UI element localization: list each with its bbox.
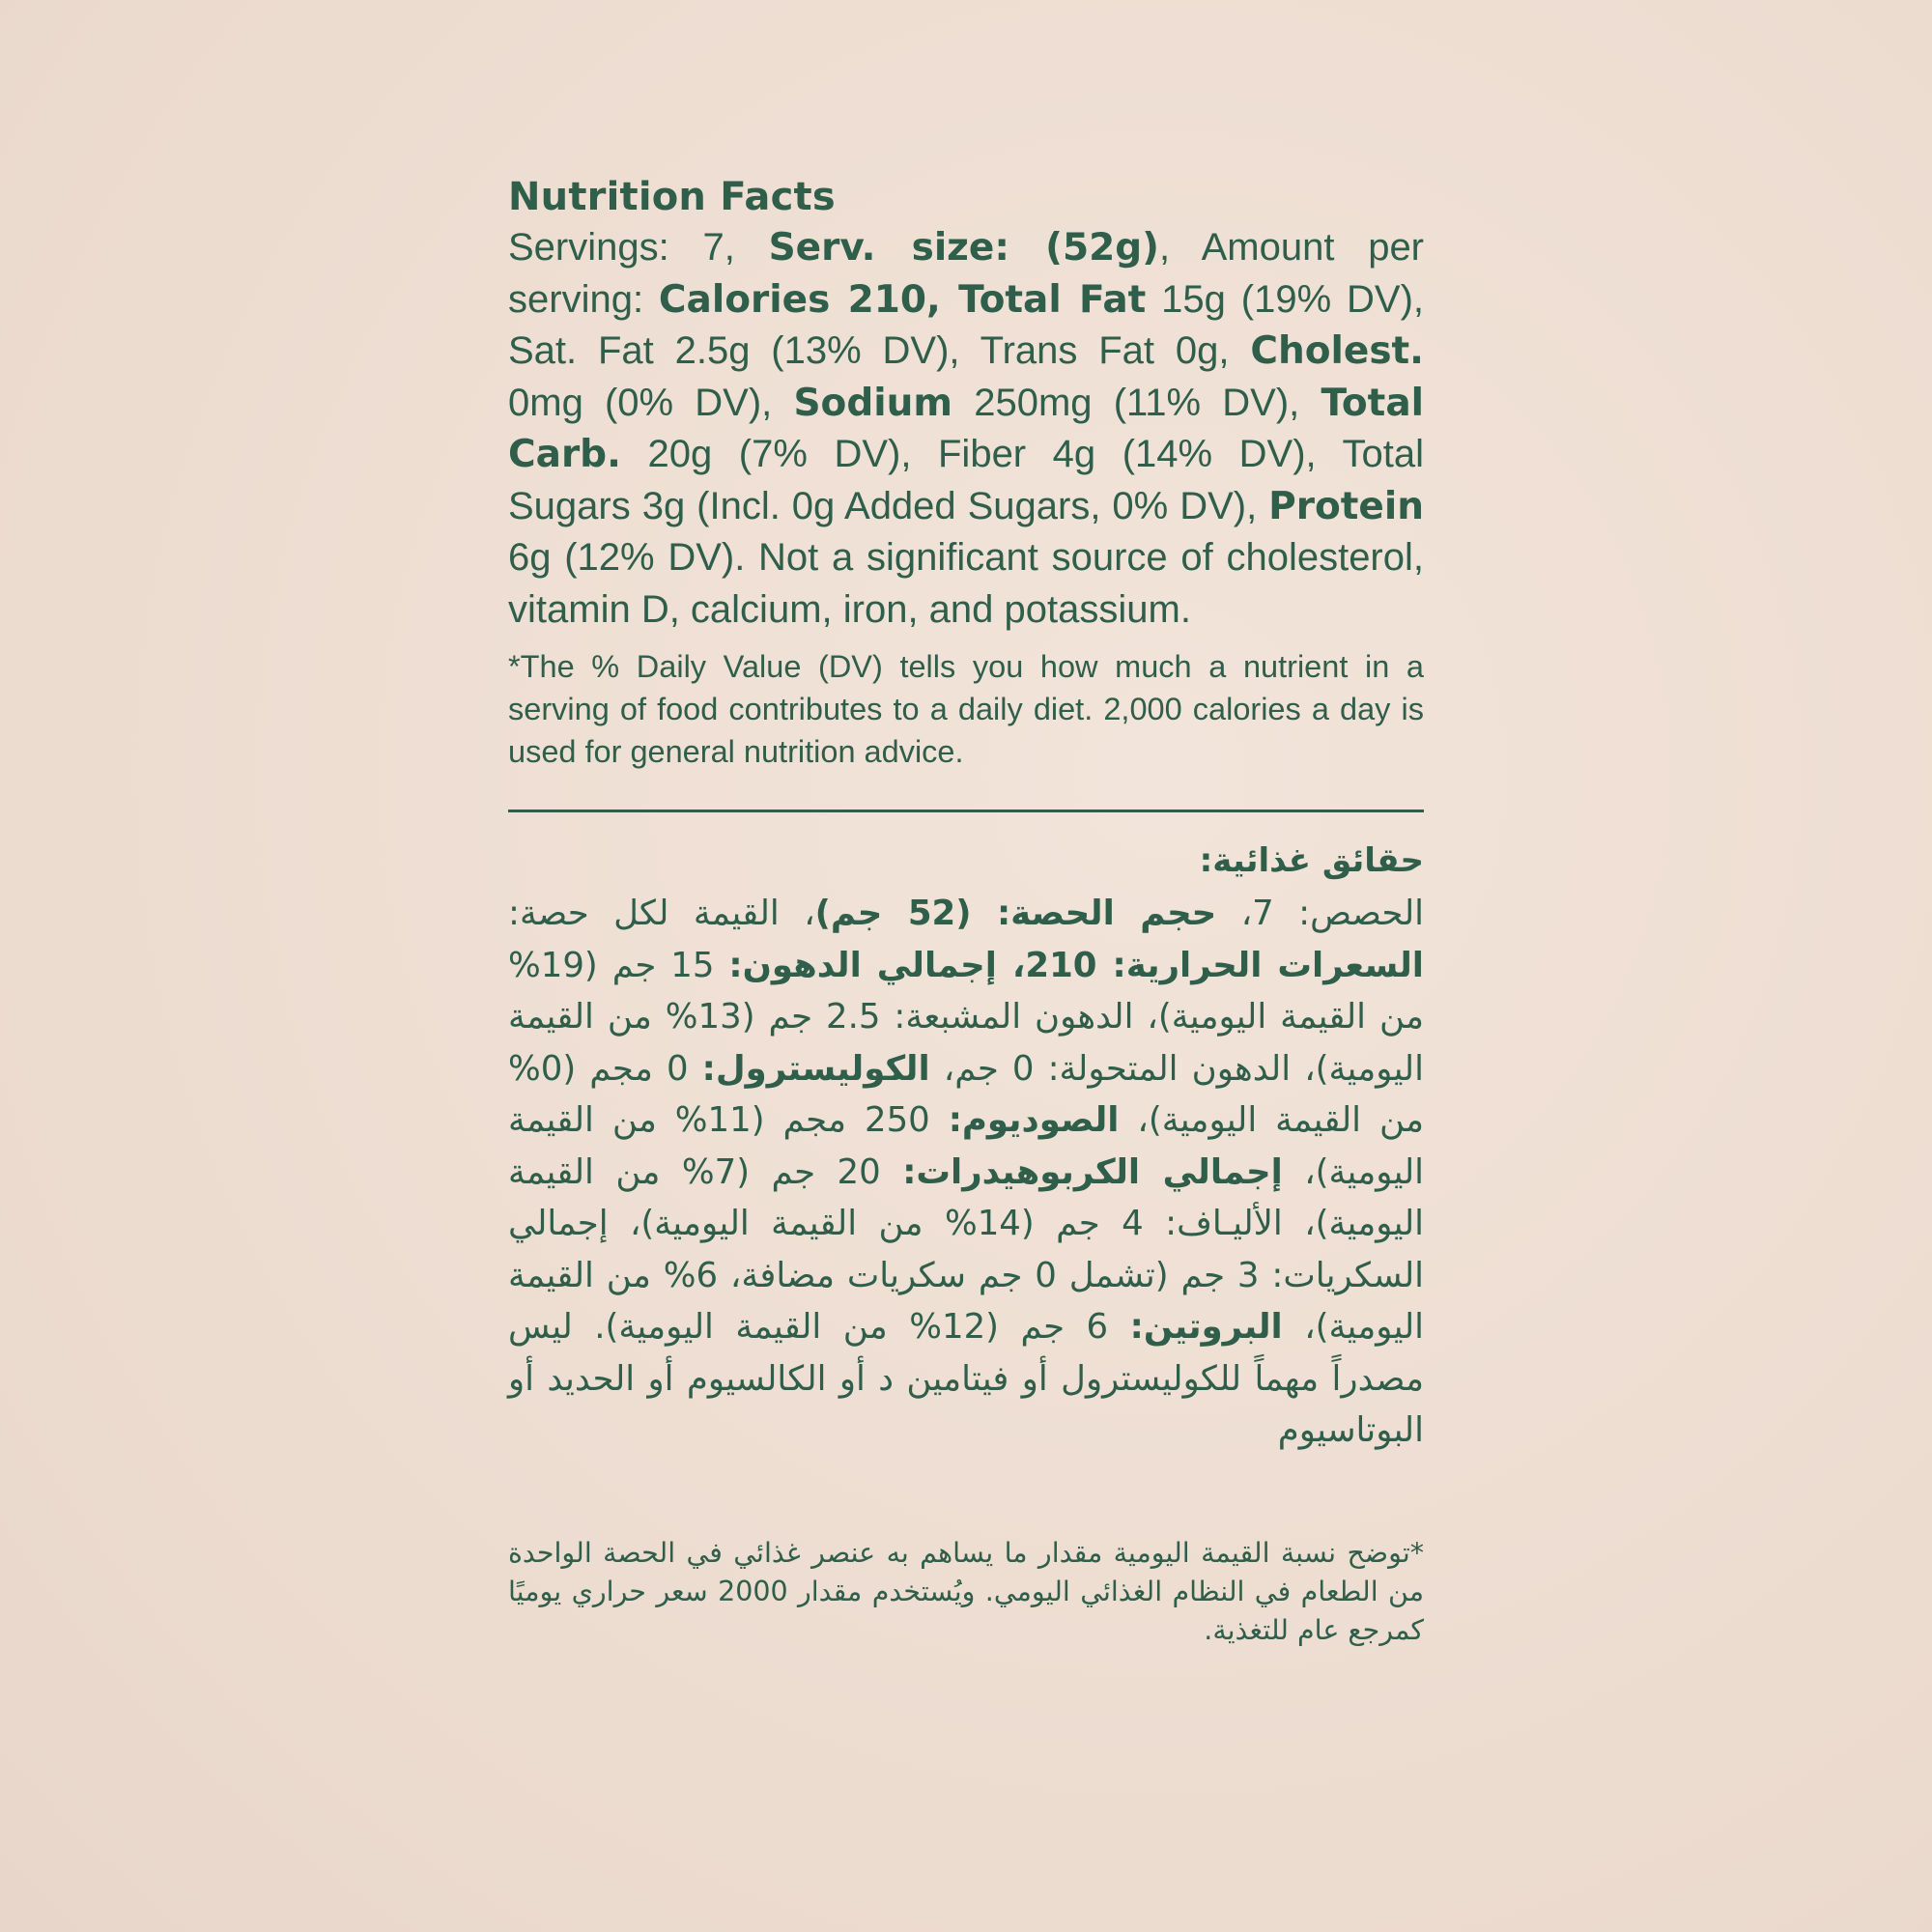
en-segment: 20g (7% DV), Fiber 4g (14% DV), Total Sugars 3g (Incl. 0g Added Sugars, 0% DV), [508,433,1424,527]
nutrition-panel [508,172,1424,1650]
ar-segment-bold: إجمالي الكربوهيدرات: [902,1151,1283,1192]
en-segment-bold: Cholest. [1250,329,1424,373]
en-segment-bold: Protein [1268,484,1424,528]
arabic-title: حقائق غذائية: [1199,841,1424,880]
ar-segment: 250 مجم (11% من القيمة اليومية)، [508,1100,1425,1192]
arabic-nutrition-text [508,888,1424,1457]
ar-segment: ، القيمة لكل حصة: [508,894,815,933]
en-segment-bold: Serv. size: (52g) [768,226,1159,270]
ar-segment-bold: الصوديوم: [948,1100,1120,1140]
english-footnote: *The % Daily Value (DV) tells you how much a nutrient in a serving of food contributes to a daily diet. 2,000 calories a day is used for general nutrition advice. [508,649,1424,769]
section-divider [508,810,1424,812]
en-segment: 0mg (0% DV), [508,381,794,424]
ar-segment-bold: السعرات الحرارية: 210، إجمالي الدهون: [728,945,1424,985]
en-segment: Servings: 7, [508,226,769,269]
en-segment-bold: Total Carb. [508,381,1424,476]
ar-segment-bold: حجم الحصة: (52 جم) [814,894,1217,933]
en-segment: 6g (12% DV). Not a significant source of cholesterol, vitamin D, calcium, iron, and potassium. [508,536,1424,631]
en-segment-bold: Sodium [793,381,953,425]
english-title: Nutrition Facts [508,175,836,219]
ar-segment-bold: البروتين: [1129,1307,1283,1347]
en-segment: , Amount per serving: [508,226,1425,321]
ar-segment: الحصص: 7، [1216,894,1425,933]
ar-segment: 15 جم (19% من القيمة اليومية)، الدهون المشبعة: 2.5 جم (13% من القيمة اليومية)، الدهون المتحولة: 0 جم، [508,945,1424,1089]
ar-segment: 6 جم (12% من القيمة اليومية). ليس مصدراً مهماً للكوليسترول أو فيتامين د أو الكالسيوم أو الحديد أو البوتاسيوم [508,1307,1424,1450]
arabic-footnote: *توضح نسبة القيمة اليومية مقدار ما يساهم به عنصر غذائي في الحصة الواحدة من الطعام في النظام الغذائي اليومي. ويُستخدم مقدار 2000 سعر حراري يوميًا كمرجع عام للتغذية. [508,1536,1424,1646]
ar-segment-bold: الكوليسترول: [701,1048,930,1089]
ar-segment: 0 مجم (0% من القيمة اليومية)، [508,1048,1424,1140]
english-nutrition-text [508,222,1424,636]
ar-segment: 20 جم (7% من القيمة اليومية)، الأليـاف: 4 جم (14% من القيمة اليومية)، إجمالي السكريات: 3 جم (تشمل 0 جم سكريات مضافة، 6% من القيمة اليومية)، [508,1151,1425,1347]
en-segment: 250mg (11% DV), [952,381,1321,424]
en-segment-bold: Calories 210, Total Fat [658,277,1147,322]
en-segment: 15g (19% DV), Sat. Fat 2.5g (13% DV), Trans Fat 0g, [508,277,1425,372]
